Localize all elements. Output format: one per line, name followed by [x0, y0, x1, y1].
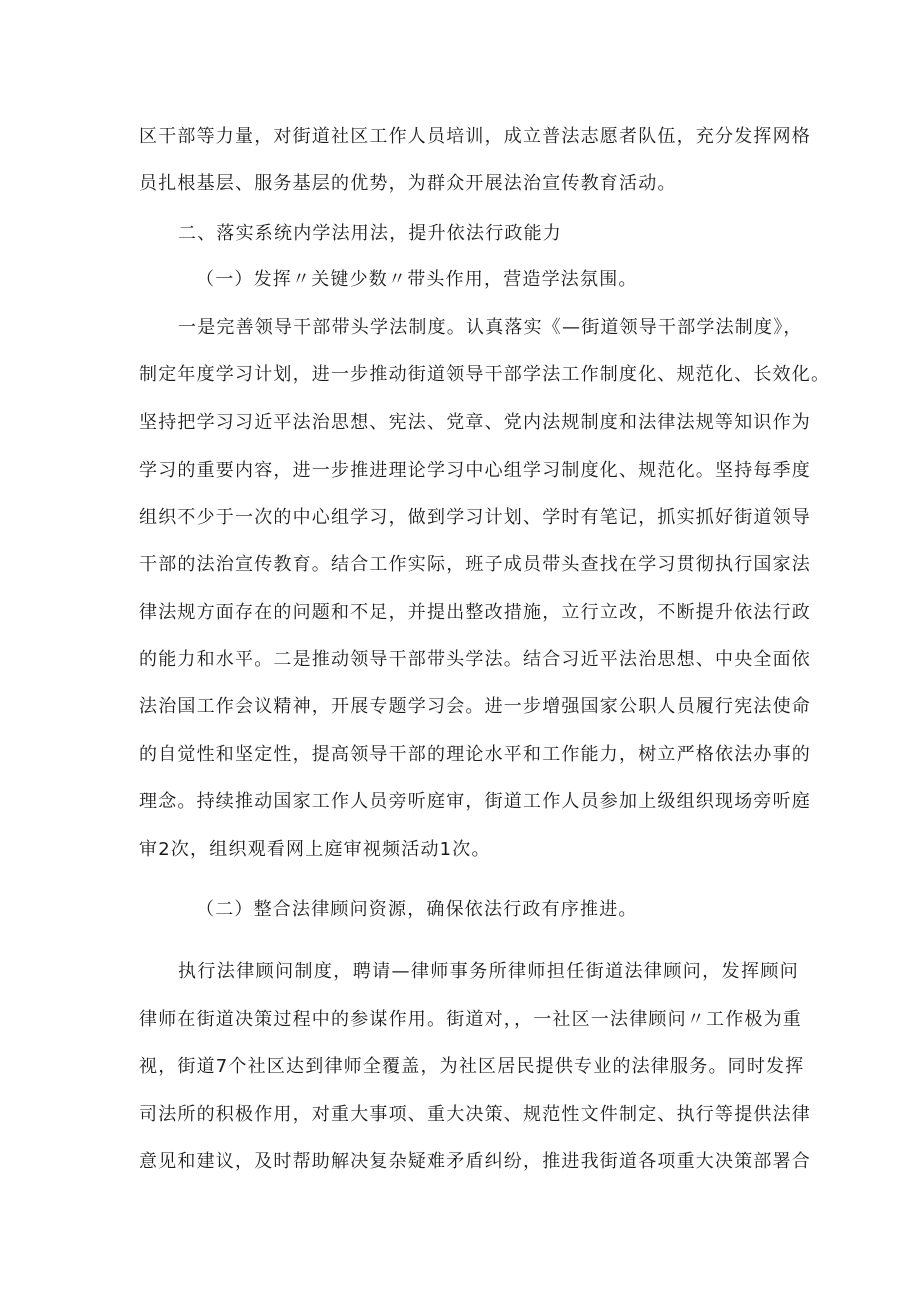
paragraph-3-line-4: 司法所的积极作用，对重大事项、重大决策、规范性文件制定、执行等提供法律 [139, 1104, 811, 1125]
paragraph-1-line-2: 员扎根基层、服务基层的优势，为群众开展法治宣传教育活动。 [139, 173, 677, 194]
paragraph-3-line-3: 视，街道7个社区达到律师全覆盖，为社区居民提供专业的法律服务。同时发挥 [139, 1056, 805, 1077]
paragraph-2-line-1: 一是完善领导干部带头学法制度。认真落实《—街道领导干部学法制度》， [178, 317, 803, 338]
subheading-2-1: （一）发挥〃关键少数〃带头作用，营造学法氛围。 [196, 269, 638, 290]
paragraph-3-line-1: 执行法律顾问制度，聘请—律师事务所律师担任街道法律顾问，发挥顾问 [178, 961, 799, 982]
paragraph-2-line-2: 制定年度学习计划，进一步推动街道领导干部学法工作制度化、规范化、长效化。 [139, 364, 831, 385]
paragraph-2-line-5: 组织不少于一次的中心组学习，做到学习计划、学时有笔记，抓实抓好街道领导 [139, 507, 811, 528]
paragraph-2-line-9: 法治国工作会议精神，开展专题学习会。进一步增强国家公职人员履行宪法使命 [139, 696, 811, 717]
paragraph-2-line-8: 的能力和水平。二是推动领导干部带头学法。结合习近平法治思想、中央全面依 [139, 649, 811, 670]
paragraph-2-line-6: 干部的法治宣传教育。结合工作实际，班子成员带头查找在学习贯彻执行国家法 [139, 554, 811, 575]
paragraph-2-line-12: 审2次，组织观看网上庭审视频活动1次。 [139, 839, 491, 860]
paragraph-3-line-5: 意见和建议，及时帮助解决复杂疑难矛盾纠纷，推进我街道各项重大决策部署合 [139, 1151, 811, 1172]
paragraph-1-line-1: 区干部等力量，对街道社区工作人员培训，成立普法志愿者队伍，充分发挥网格 [139, 126, 811, 147]
paragraph-2-line-7: 律法规方面存在的问题和不足，并提出整改措施，立行立改，不断提升依法行政 [139, 602, 811, 623]
paragraph-2-line-4: 学习的重要内容，进一步推进理论学习中心组学习制度化、规范化。坚持每季度 [139, 460, 811, 481]
paragraph-2-line-3: 坚持把学习习近平法治思想、宪法、党章、党内法规制度和法律法规等知识作为 [139, 412, 811, 433]
subheading-2-2: （二）整合法律顾问资源，确保依法行政有序推进。 [196, 899, 638, 920]
paragraph-3-line-2: 律师在街道决策过程中的参谋作用。街道对，，一社区一法律顾问〃工作极为重 [139, 1009, 802, 1030]
paragraph-2-line-10: 的自觉性和坚定性，提高领导干部的理论水平和工作能力，树立严格依法办事的 [139, 744, 811, 765]
section-heading-2: 二、落实系统内学法用法，提升依法行政能力 [178, 223, 562, 244]
paragraph-2-line-11: 理念。持续推动国家工作人员旁听庭审，街道工作人员参加上级组织现场旁听庭 [139, 791, 811, 812]
